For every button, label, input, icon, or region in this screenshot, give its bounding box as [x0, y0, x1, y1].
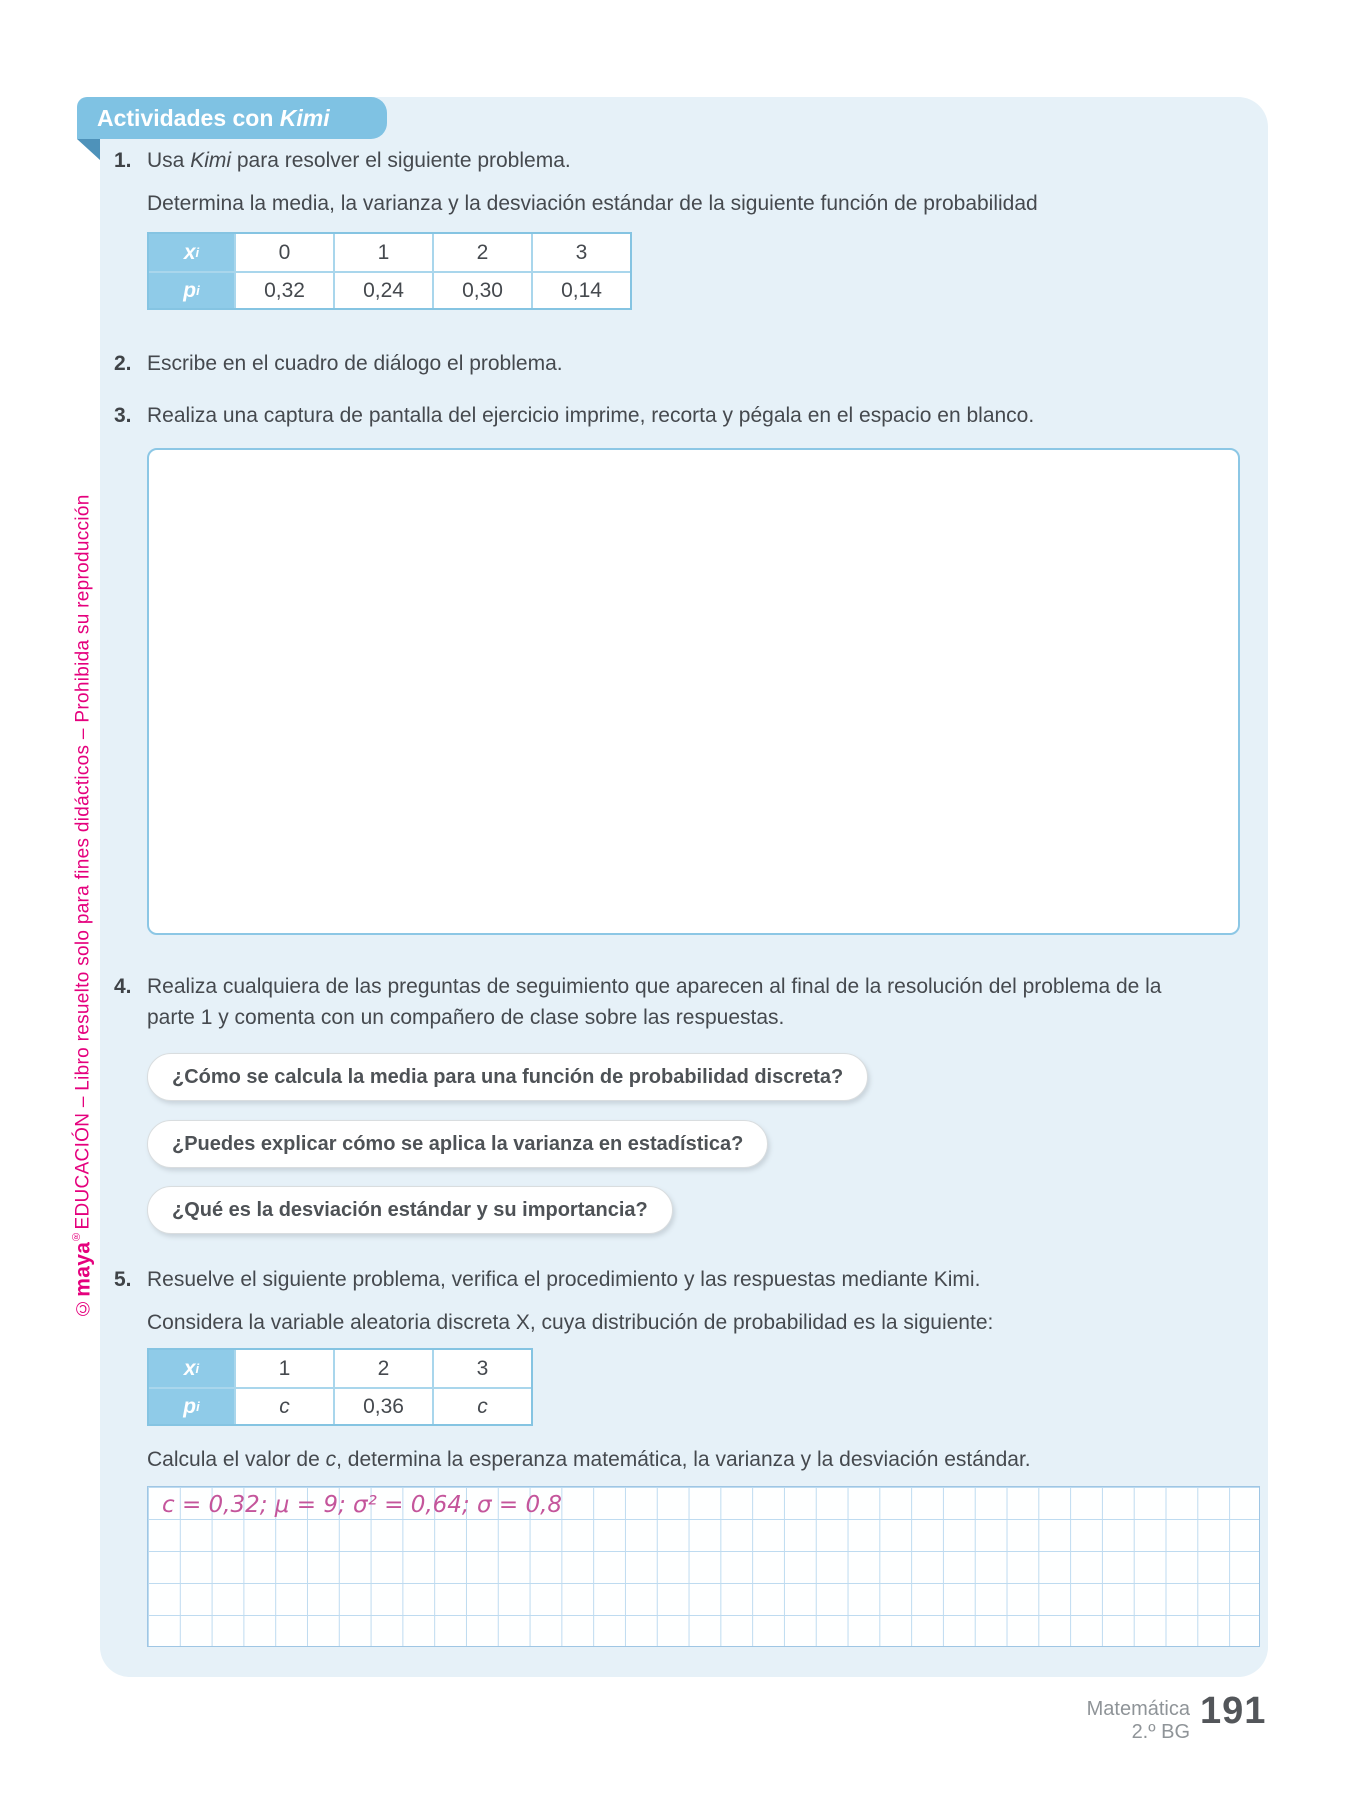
table1-x-0: 0 — [234, 234, 333, 271]
item-1-number: 1. — [114, 149, 132, 172]
item-5-text-b: , determina la esperanza matemática, la varianza y la desviación estándar. — [336, 1448, 1031, 1471]
item-1-text-a: Usa — [147, 149, 191, 172]
publisher-label: EDUCACIÓN — [72, 1112, 94, 1230]
table1-x-1: 1 — [333, 234, 432, 271]
registered-symbol: ® — [70, 1229, 82, 1242]
copyright-notice: – Libro resuelto solo para fines didácticos – Prohibida su reproducción — [72, 494, 94, 1113]
table1-p-3: 0,14 — [531, 273, 630, 308]
table1-sub-i: i — [195, 245, 200, 260]
item-3-number: 3. — [114, 404, 132, 427]
table2-sub-i2: i — [196, 1399, 200, 1414]
sidebar-copyright — [70, 428, 96, 1318]
table2-header-p — [149, 1389, 234, 1424]
item-2-text: Escribe en el cuadro de diálogo el problema. — [147, 352, 563, 375]
probability-table-1 — [147, 232, 632, 310]
item-2-number: 2. — [114, 352, 132, 375]
banner-title: Actividades con — [97, 105, 280, 131]
table2-x-1: 2 — [333, 1350, 432, 1387]
table1-p-1: 0,24 — [333, 273, 432, 308]
table2-p-2: c — [432, 1389, 531, 1424]
table2-x-row — [149, 1350, 531, 1387]
brand-maya: maya — [71, 1241, 95, 1297]
table2-x-2: 3 — [432, 1350, 531, 1387]
item-5-line-2: Considera la variable aleatoria discreta X, cuya distribución de probabilidad es la siguiente: — [147, 1311, 994, 1334]
item-1-line-2: Determina la media, la varianza y la desviación estándar de la siguiente función de probabilidad — [147, 192, 1038, 215]
item-4-line-1: Realiza cualquiera de las preguntas de seguimiento que aparecen al final de la resolución del problema de la — [147, 975, 1162, 998]
copyright-symbol: © — [72, 1296, 94, 1318]
table2-sub-i: i — [195, 1361, 200, 1376]
question-bubble-1: ¿Cómo se calcula la media para una función de probabilidad discreta? — [147, 1053, 868, 1101]
question-bubble-3: ¿Qué es la desviación estándar y su importancia? — [147, 1186, 673, 1234]
table1-var-p: p — [183, 278, 197, 302]
table1-sub-i2: i — [196, 283, 200, 298]
item-5-line-1: Resuelve el siguiente problema, verifica el procedimiento y las respuestas mediante Kimi. — [147, 1268, 981, 1291]
section-banner — [77, 97, 387, 139]
paste-area-box — [147, 448, 1240, 935]
item-5-number: 5. — [114, 1268, 132, 1291]
table1-p-row — [149, 271, 630, 308]
table2-p-1: 0,36 — [333, 1389, 432, 1424]
table2-var-x: x — [183, 1356, 196, 1380]
item-1-kimi: Kimi — [190, 149, 232, 172]
footer-subject-block — [1087, 1698, 1190, 1744]
item-4-number: 4. — [114, 975, 132, 998]
item-3-text: Realiza una captura de pantalla del ejercicio imprime, recorta y pégala en el espacio en blanco. — [147, 404, 1035, 427]
table1-x-2: 2 — [432, 234, 531, 271]
table1-header-x — [149, 234, 234, 271]
footer-grade: 2.º BG — [1131, 1721, 1190, 1743]
item-5-text-a: Calcula el valor de — [147, 1448, 326, 1471]
table1-x-row — [149, 234, 630, 271]
table2-x-0: 1 — [234, 1350, 333, 1387]
footer-subject: Matemática — [1086, 1698, 1190, 1720]
table1-header-p — [149, 273, 234, 308]
page-number: 191 — [1200, 1690, 1267, 1732]
table1-p-2: 0,30 — [432, 273, 531, 308]
item-5-var-c: c — [325, 1448, 337, 1471]
table2-var-p: p — [183, 1394, 197, 1418]
item-1-line-1 — [147, 149, 571, 173]
probability-table-2 — [147, 1348, 533, 1426]
table2-header-x — [149, 1350, 234, 1387]
table2-p-row — [149, 1387, 531, 1424]
item-4-line-2: parte 1 y comenta con un compañero de clase sobre las respuestas. — [147, 1006, 785, 1029]
table1-var-x: x — [183, 240, 196, 264]
banner-fold-triangle — [77, 139, 100, 160]
table1-p-0: 0,32 — [234, 273, 333, 308]
table1-x-3: 3 — [531, 234, 630, 271]
handwritten-answer: c = 0,32; μ = 9; σ² = 0,64; σ = 0,8 — [162, 1492, 563, 1518]
item-1-text-b: para resolver el siguiente problema. — [231, 149, 571, 172]
table2-p-0: c — [234, 1389, 333, 1424]
item-5-line-3 — [147, 1448, 1031, 1472]
question-bubble-2: ¿Puedes explicar cómo se aplica la varianza en estadística? — [147, 1120, 768, 1168]
banner-title-kimi: Kimi — [279, 105, 330, 131]
